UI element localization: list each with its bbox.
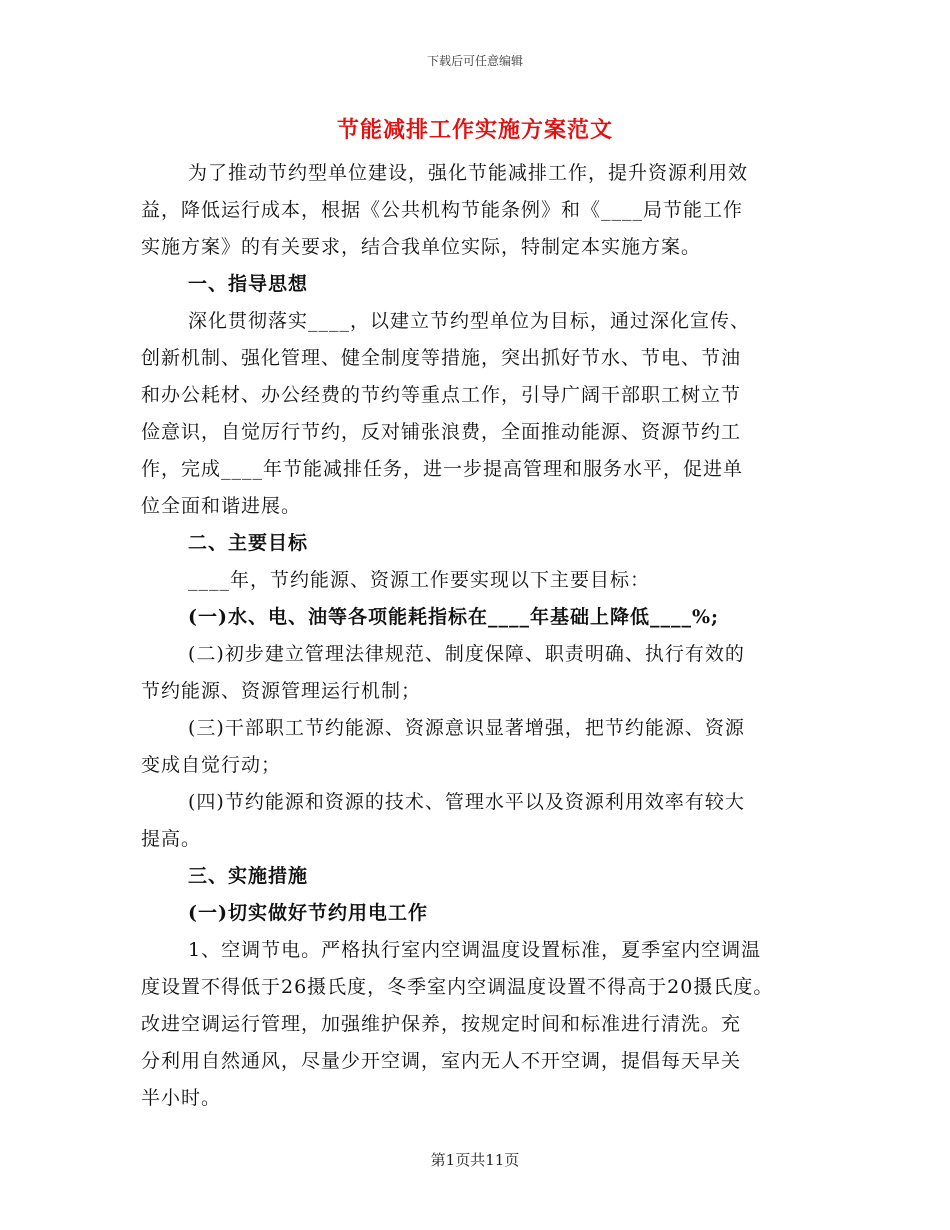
paragraph-line: 提高。: [141, 828, 202, 850]
paragraph-line: 分利用自然通风，尽量少开空调，室内无人不开空调，提倡每天早关: [141, 1050, 742, 1072]
section-heading: 二、主要目标: [188, 532, 309, 554]
section-heading: 一、指导思想: [188, 273, 309, 295]
section-heading: (一)切实做好节约用电工作: [188, 902, 428, 924]
paragraph-line: (三)干部职工节约能源、资源意识显著增强，把节约能源、资源: [188, 717, 745, 739]
paragraph-line: 创新机制、强化管理、健全制度等措施，突出抓好节水、节电、节油: [141, 347, 742, 369]
document-title: 节能减排工作实施方案范文: [336, 117, 613, 143]
paragraph-line: ____年，节约能源、资源工作要实现以下主要目标：: [188, 569, 651, 591]
header-note: 下载后可任意编辑: [426, 54, 523, 68]
paragraph-line: 作，完成____年节能减排任务，进一步提高管理和服务水平，促进单: [141, 458, 744, 480]
paragraph-line: 深化贯彻落实____，以建立节约型单位为目标，通过深化宣传、: [188, 310, 751, 332]
paragraph-line: 为了推动节约型单位建设，强化节能减排工作，提升资源利用效: [188, 162, 749, 184]
paragraph-line: 1、空调节电。严格执行室内空调温度设置标准，夏季室内空调温: [188, 939, 762, 961]
page-number: 第1页共11页: [430, 1151, 520, 1169]
paragraph-line: 和办公耗材、办公经费的节约等重点工作，引导广阔干部职工树立节: [141, 384, 742, 406]
paragraph-line: (四)节约能源和资源的技术、管理水平以及资源利用效率有较大: [188, 791, 745, 813]
paragraph-line: 半小时。: [141, 1087, 222, 1109]
paragraph-line: 变成自觉行动；: [141, 754, 282, 776]
section-heading: (一)水、电、油等各项能耗指标在____年基础上降低____%;: [188, 606, 720, 628]
paragraph-line: 实施方案》的有关要求，结合我单位实际，特制定本实施方案。: [141, 236, 702, 258]
section-heading: 三、实施措施: [188, 865, 309, 887]
paragraph-line: 俭意识，自觉厉行节约，反对铺张浪费，全面推动能源、资源节约工: [141, 421, 742, 443]
paragraph-line: 度设置不得低于26摄氏度，冬季室内空调温度设置不得高于20摄氏度。: [141, 976, 774, 998]
paragraph-line: 节约能源、资源管理运行机制；: [141, 680, 422, 702]
document-body: [141, 155, 821, 1117]
paragraph-line: (二)初步建立管理法律规范、制度保障、职责明确、执行有效的: [188, 643, 745, 665]
paragraph-line: 益，降低运行成本，根据《公共机构节能条例》和《____局节能工作: [141, 199, 744, 221]
paragraph-line: 改进空调运行管理，加强维护保养，按规定时间和标准进行清洗。充: [141, 1013, 742, 1035]
paragraph-line: 位全面和谐进展。: [141, 495, 302, 517]
